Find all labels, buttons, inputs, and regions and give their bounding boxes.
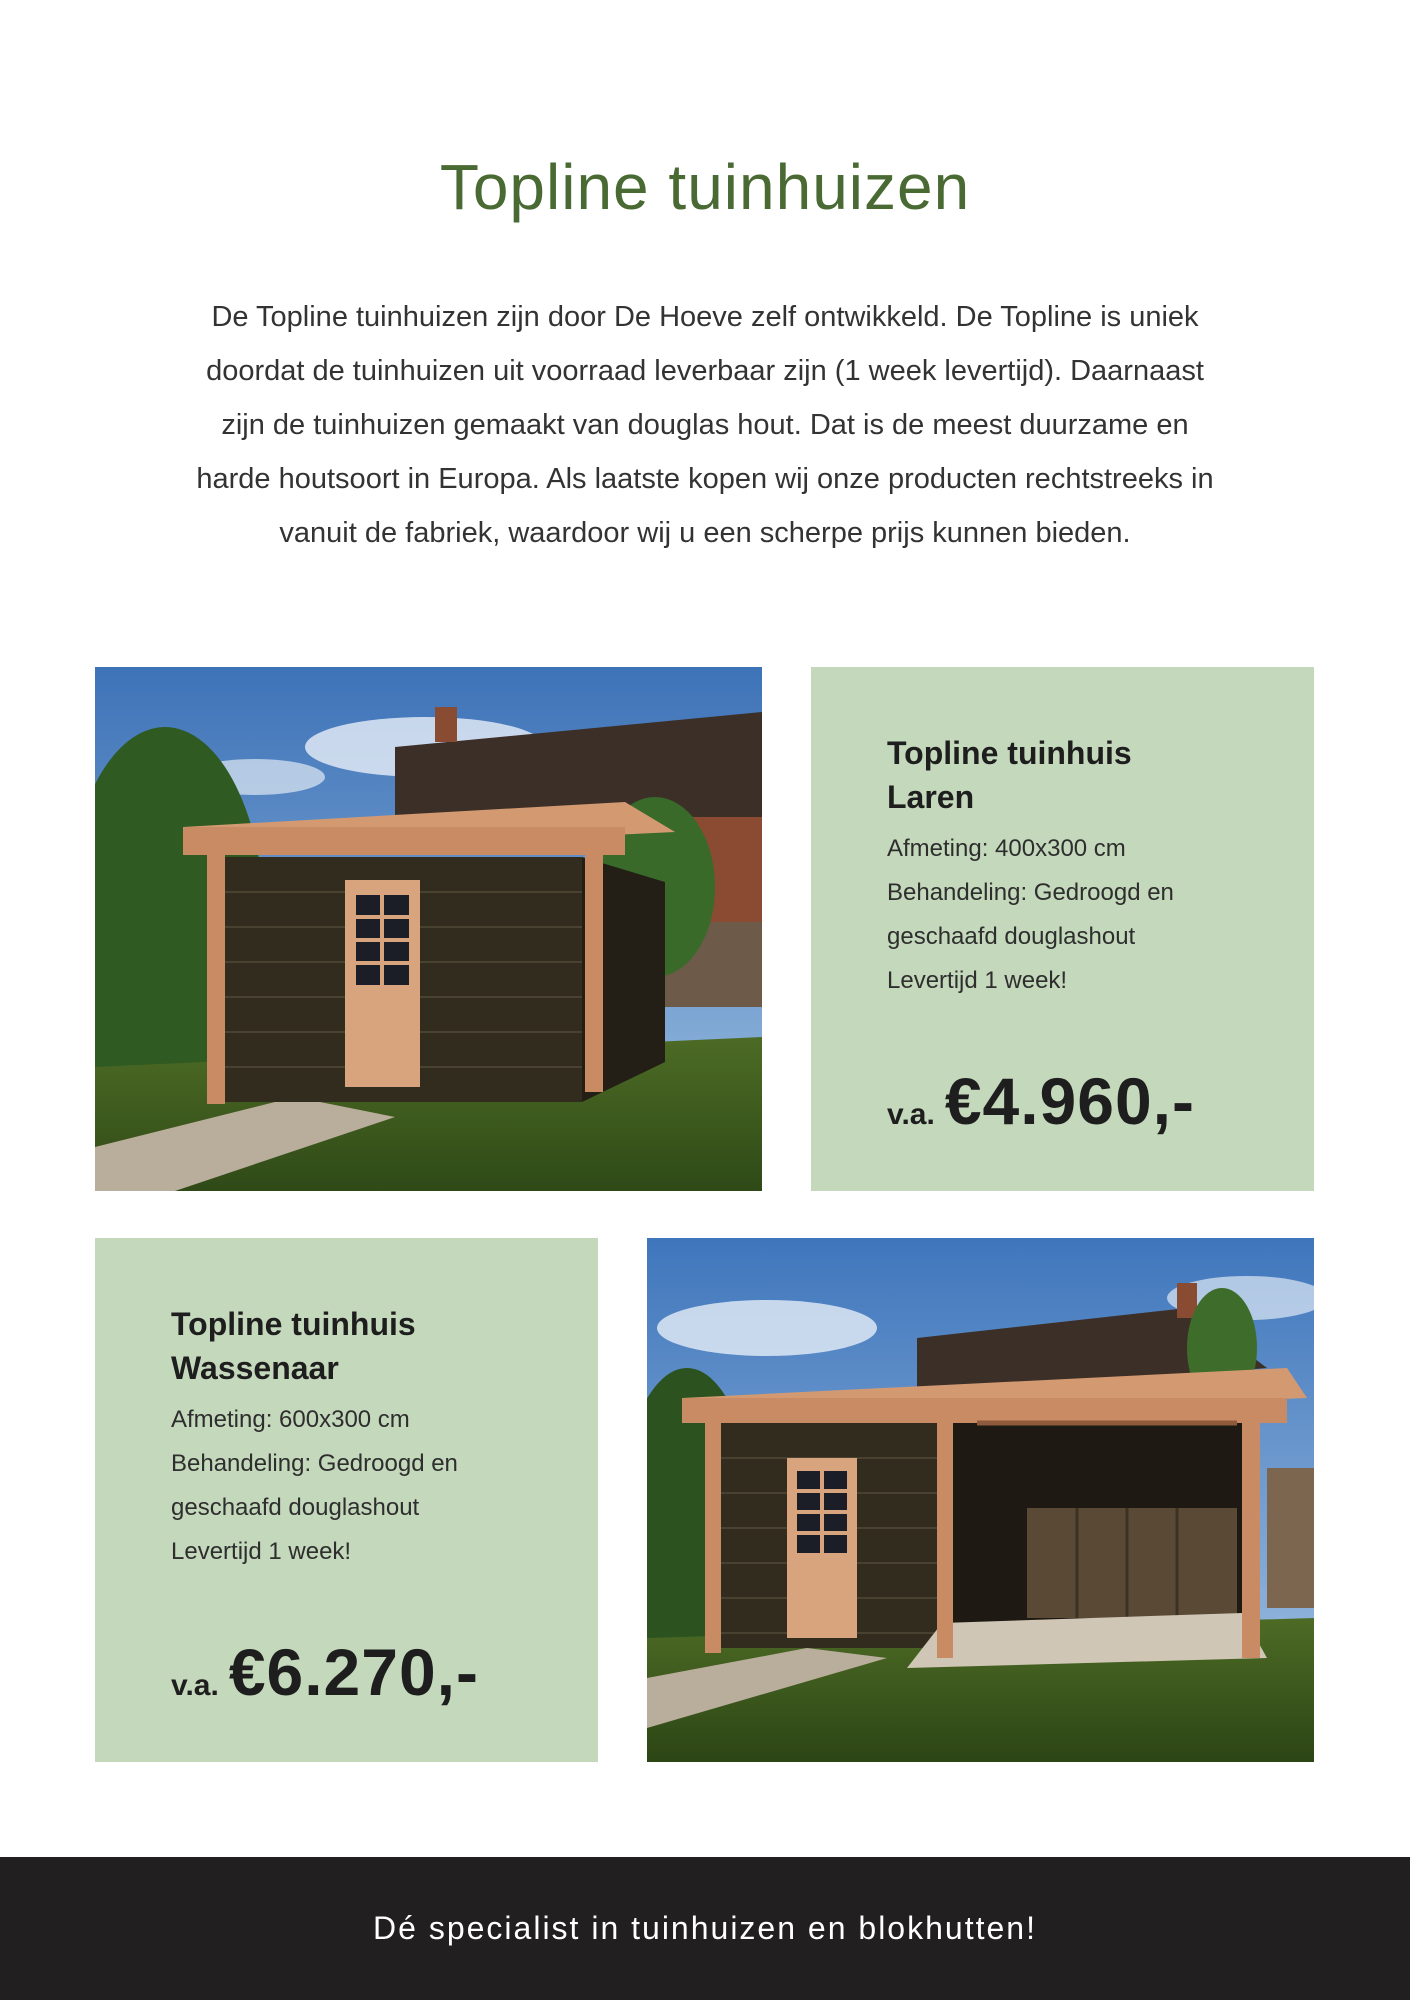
product-price bbox=[171, 1634, 479, 1710]
intro-line: vanuit de fabriek, waardoor wij u een scherpe prijs kunnen bieden. bbox=[279, 517, 1131, 549]
footer-tagline: Dé specialist in tuinhuizen en blokhutten! bbox=[373, 1910, 1037, 1946]
price-value: €6.270,- bbox=[228, 1635, 479, 1709]
price-prefix: v.a. bbox=[171, 1669, 219, 1702]
footer-banner bbox=[0, 1857, 1410, 2000]
product-name bbox=[171, 1302, 571, 1390]
product-specs bbox=[887, 827, 1287, 1003]
page-title: Topline tuinhuizen bbox=[439, 151, 971, 223]
intro-line: harde houtsoort in Europa. Als laatste kopen wij onze producten rechtstreeks in bbox=[196, 463, 1214, 495]
product-treatment: geschaafd douglashout bbox=[887, 923, 1136, 950]
product-name-line: Laren bbox=[887, 779, 975, 815]
product-card-laren bbox=[811, 667, 1314, 1191]
product-treatment: Behandeling: Gedroogd en bbox=[171, 1450, 458, 1477]
intro-line: zijn de tuinhuizen gemaakt van douglas hout. Dat is de meest duurzame en bbox=[221, 409, 1189, 441]
intro-line: De Topline tuinhuizen zijn door De Hoeve zelf ontwikkeld. De Topline is uniek bbox=[211, 301, 1199, 333]
product-size: Afmeting: 600x300 cm bbox=[171, 1406, 410, 1433]
product-card-wassenaar bbox=[95, 1238, 598, 1762]
product-treatment: geschaafd douglashout bbox=[171, 1494, 420, 1521]
intro-line: doordat de tuinhuizen uit voorraad leverbaar zijn (1 week levertijd). Daarnaast bbox=[206, 355, 1204, 387]
product-specs bbox=[171, 1398, 571, 1574]
intro-text bbox=[130, 290, 1280, 560]
product-name-line: Topline tuinhuis bbox=[887, 735, 1132, 771]
product-delivery: Levertijd 1 week! bbox=[887, 967, 1068, 994]
product-treatment: Behandeling: Gedroogd en bbox=[887, 879, 1174, 906]
product-name-line: Wassenaar bbox=[171, 1350, 339, 1386]
product-name-line: Topline tuinhuis bbox=[171, 1306, 416, 1342]
product-delivery: Levertijd 1 week! bbox=[171, 1538, 352, 1565]
price-prefix: v.a. bbox=[887, 1098, 935, 1131]
product-price bbox=[887, 1063, 1195, 1139]
product-image-wassenaar bbox=[647, 1238, 1314, 1762]
product-name bbox=[887, 731, 1287, 819]
product-image-laren bbox=[95, 667, 762, 1191]
price-value: €4.960,- bbox=[944, 1064, 1195, 1138]
product-size: Afmeting: 400x300 cm bbox=[887, 835, 1126, 862]
